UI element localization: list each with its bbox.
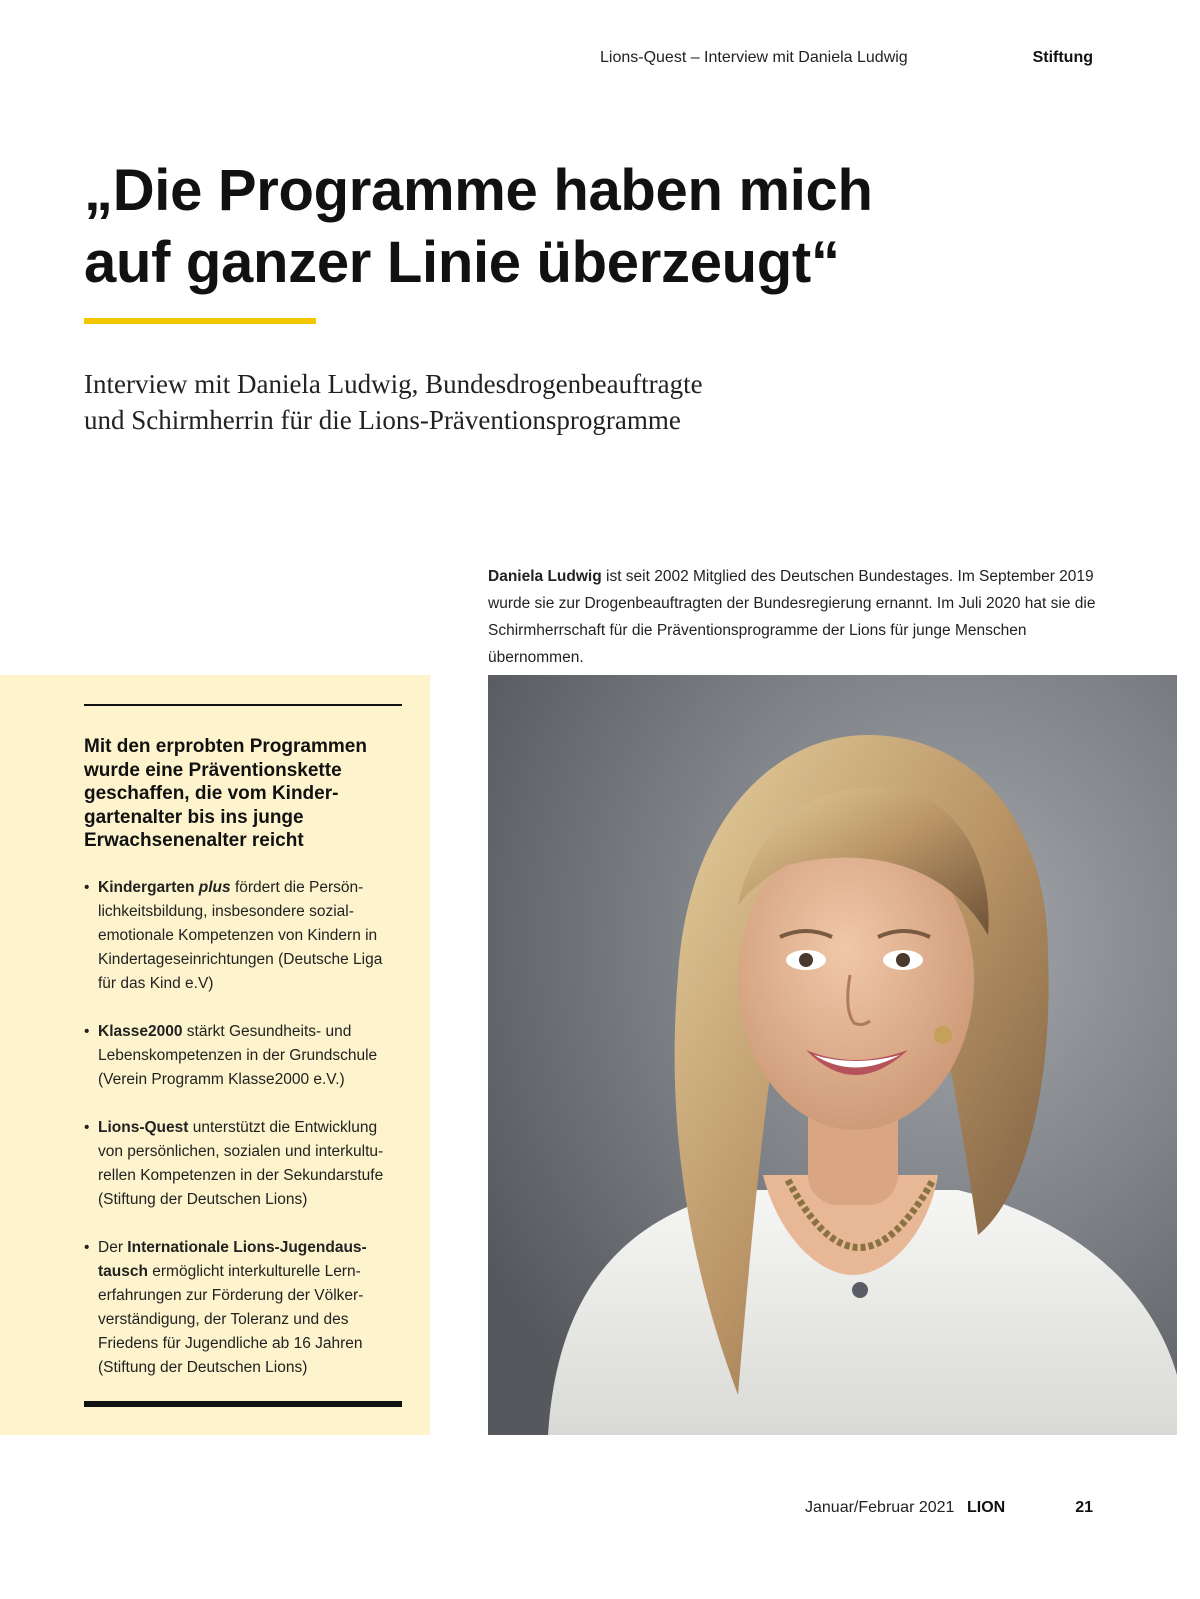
item-text: ermöglicht interkulturelle Lern- <box>147 1263 361 1280</box>
program-item-lions-quest <box>84 1116 404 1212</box>
standfirst-line: und Schirmherrin für die Lions-Präventionsprogramme <box>84 405 681 435</box>
item-text: Der <box>98 1239 128 1256</box>
accent-rule <box>84 318 316 324</box>
program-name: Lions-Quest <box>98 1119 189 1136</box>
info-box-title-line: gartenalter bis ins junge <box>84 806 304 828</box>
list-item-line: (Verein Programm Klasse2000 e.V.) <box>98 1071 345 1088</box>
list-item-line <box>98 1116 404 1140</box>
list-item-line: verständigung, der Toleranz und des <box>98 1311 349 1328</box>
footer-issue: Januar/Februar 2021 <box>805 1499 955 1516</box>
list-item-line: Kindertageseinrichtungen (Deutsche Liga <box>98 951 383 968</box>
item-text: stärkt Gesundheits- und <box>182 1023 352 1040</box>
intro-text: ist seit 2002 Mitglied des Deutschen Bundestages. Im September 2019 wurde sie zur Drogenbeauftragten der Bundesregierung ernannt. Im Juli 2020 hat sie die Schirmherrschaft für die Präventionsprogramme der Lions für junge Menschen übernommen. <box>488 568 1096 666</box>
program-name: Internationale Lions-Jugendaus- <box>127 1239 367 1256</box>
info-box-title-line: Mit den erprobten Programmen <box>84 736 367 757</box>
list-item-line <box>98 876 404 900</box>
portrait-photo <box>488 675 1177 1435</box>
headline-line: „Die Programme haben mich <box>84 158 873 223</box>
running-header-section: Stiftung <box>1032 49 1093 66</box>
headline <box>84 155 984 299</box>
program-name: Klasse2000 <box>98 1023 183 1040</box>
bullet-dot: • <box>84 879 90 896</box>
info-box <box>0 675 430 1435</box>
info-box-title-line: wurde eine Präventionskette <box>84 759 342 781</box>
list-item-line: für das Kind e.V) <box>98 975 214 992</box>
list-item-line <box>98 1020 404 1044</box>
item-text: unterstützt die Entwicklung <box>188 1119 378 1136</box>
list-item-line: von persönlichen, sozialen und interkultu- <box>98 1143 384 1160</box>
standfirst-line: Interview mit Daniela Ludwig, Bundesdrogenbeauftragte <box>84 369 703 399</box>
program-item-youth-exchange <box>84 1236 404 1380</box>
list-item-line <box>98 1260 404 1284</box>
list-item-line: rellen Kompetenzen in der Sekundarstufe <box>98 1167 384 1184</box>
list-item-line <box>98 1236 404 1260</box>
program-name-suffix: plus <box>198 879 231 896</box>
bullet-dot: • <box>84 1023 90 1040</box>
program-item-kindergarten-plus <box>84 876 404 996</box>
intro-name: Daniela Ludwig <box>488 568 602 585</box>
program-item-klasse2000 <box>84 1020 404 1092</box>
list-item-line: Friedens für Jugendliche ab 16 Jahren <box>98 1335 363 1352</box>
list-item-line: erfahrungen zur Förderung der Völker- <box>98 1287 364 1304</box>
list-item-line: lichkeitsbildung, insbesondere sozial- <box>98 903 354 920</box>
intro-paragraph <box>488 563 1100 671</box>
footer-brand: LION <box>967 1499 1006 1516</box>
program-list <box>84 876 404 1404</box>
list-item-line: (Stiftung der Deutschen Lions) <box>98 1191 308 1208</box>
program-name: tausch <box>98 1263 148 1280</box>
headline-line: auf ganzer Linie überzeugt“ <box>84 230 840 295</box>
info-box-title <box>84 735 402 853</box>
list-item-line: (Stiftung der Deutschen Lions) <box>98 1359 308 1376</box>
standfirst <box>84 366 804 438</box>
list-item-line: Lebenskompetenzen in der Grundschule <box>98 1047 378 1064</box>
info-box-bottom-rule <box>84 1401 402 1407</box>
item-text: fördert die Persön- <box>230 879 364 896</box>
page-number: 21 <box>1075 1499 1093 1516</box>
info-box-title-line: geschaffen, die vom Kinder- <box>84 783 339 804</box>
running-header-kicker: Lions-Quest – Interview mit Daniela Ludwig <box>600 49 908 66</box>
portrait-illustration <box>488 675 1177 1435</box>
info-box-top-rule <box>84 704 402 706</box>
info-box-title-line: Erwachsenenalter reicht <box>84 830 304 851</box>
bullet-dot: • <box>84 1119 90 1136</box>
program-name: Kindergarten <box>98 879 199 896</box>
list-item-line: emotionale Kompetenzen von Kindern in <box>98 927 378 944</box>
bullet-dot: • <box>84 1239 90 1256</box>
